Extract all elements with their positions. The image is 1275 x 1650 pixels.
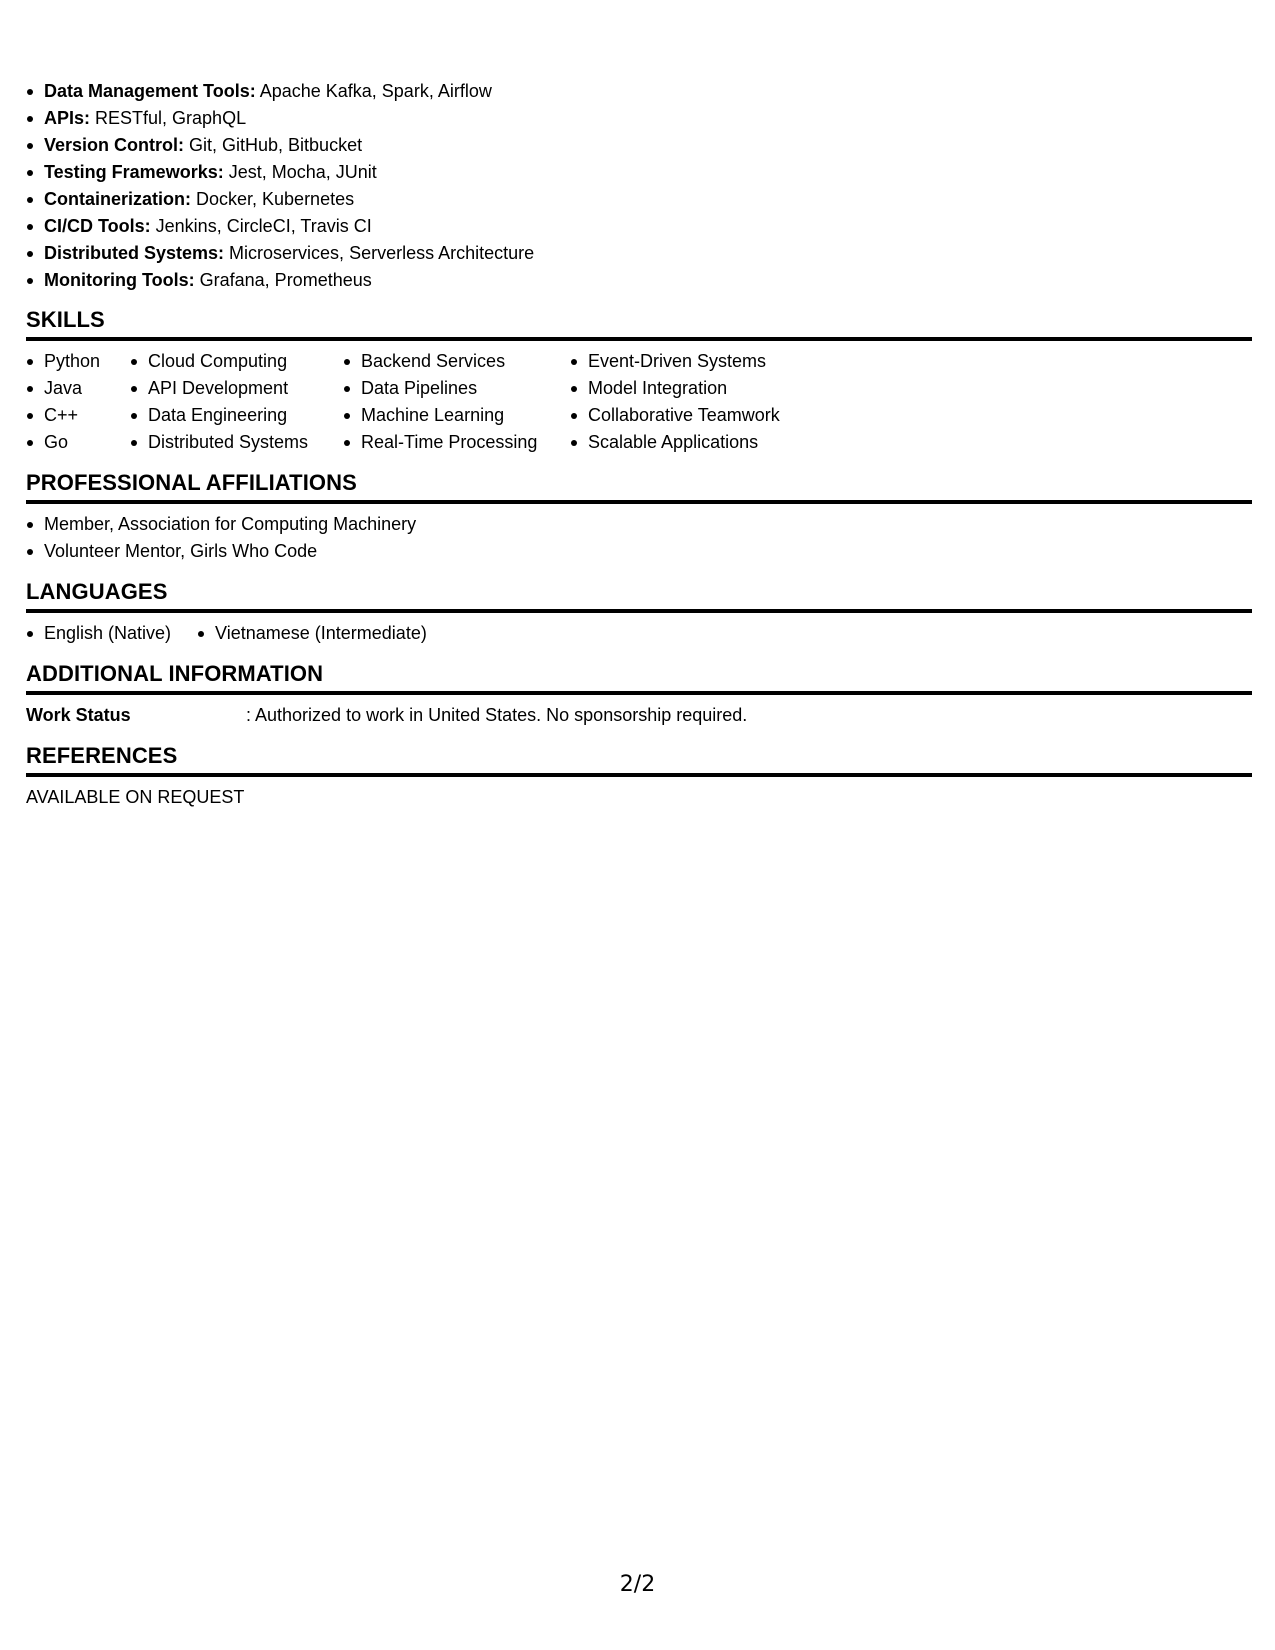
skills-section	[26, 307, 1252, 456]
list-item	[26, 240, 1252, 267]
section-title-languages: LANGUAGES	[26, 579, 1252, 613]
skills-grid	[26, 348, 1252, 456]
list-item	[26, 105, 1252, 132]
tool-category-value: Apache Kafka, Spark, Airflow	[255, 81, 492, 101]
tool-category-label: Testing Frameworks:	[44, 162, 224, 182]
tool-category-label: Distributed Systems:	[44, 243, 225, 263]
skill-item: Python	[26, 348, 130, 375]
affiliations-list	[26, 511, 1252, 565]
tool-category-value: Jest, Mocha, JUnit	[223, 162, 377, 182]
section-title-affiliations: PROFESSIONAL AFFILIATIONS	[26, 470, 1252, 504]
skill-item: Java	[26, 375, 130, 402]
tool-category-value: RESTful, GraphQL	[90, 108, 247, 128]
list-item: Volunteer Mentor, Girls Who Code	[26, 538, 1252, 565]
affiliations-section	[26, 470, 1252, 565]
references-text: AVAILABLE ON REQUEST	[26, 787, 245, 807]
work-status-value: : Authorized to work in United States. No sponsorship required.	[246, 705, 748, 725]
tool-category-label: Monitoring Tools:	[44, 270, 195, 290]
skill-item: C++	[26, 402, 130, 429]
page-number: 2/2	[619, 1572, 656, 1597]
list-item	[26, 213, 1252, 240]
tool-category-label: Version Control:	[44, 135, 185, 155]
skill-item: Scalable Applications	[570, 429, 830, 456]
section-title-references: REFERENCES	[26, 743, 1252, 777]
languages-list	[26, 620, 1252, 647]
skills-column	[570, 348, 830, 456]
list-item	[26, 78, 1252, 105]
tool-category-label: CI/CD Tools:	[44, 216, 151, 236]
skill-item: Cloud Computing	[130, 348, 343, 375]
tool-category-value: Docker, Kubernetes	[191, 189, 355, 209]
language-item: English (Native)	[26, 620, 171, 647]
list-item	[26, 159, 1252, 186]
languages-section	[26, 579, 1252, 647]
skills-column	[26, 348, 130, 456]
skill-item: API Development	[130, 375, 343, 402]
work-status-row	[26, 702, 1252, 729]
tools-list	[26, 78, 1252, 294]
tool-category-label: APIs:	[44, 108, 91, 128]
list-item: Member, Association for Computing Machinery	[26, 511, 1252, 538]
skill-item: Event-Driven Systems	[570, 348, 830, 375]
tool-category-label: Data Management Tools:	[44, 81, 256, 101]
skill-item: Data Engineering	[130, 402, 343, 429]
skill-item: Model Integration	[570, 375, 830, 402]
skill-item: Real-Time Processing	[343, 429, 570, 456]
skill-item: Go	[26, 429, 130, 456]
list-item	[26, 186, 1252, 213]
resume-page	[26, 78, 1252, 825]
skill-item: Data Pipelines	[343, 375, 570, 402]
section-title-skills: SKILLS	[26, 307, 1252, 341]
language-item: Vietnamese (Intermediate)	[197, 620, 427, 647]
tool-category-value: Microservices, Serverless Architecture	[224, 243, 535, 263]
tool-category-value: Jenkins, CircleCI, Travis CI	[150, 216, 372, 236]
section-title-additional-info: ADDITIONAL INFORMATION	[26, 661, 1252, 695]
list-item	[26, 267, 1252, 294]
skill-item: Machine Learning	[343, 402, 570, 429]
skills-column	[130, 348, 343, 456]
skill-item: Collaborative Teamwork	[570, 402, 830, 429]
tool-category-value: Grafana, Prometheus	[194, 270, 372, 290]
tool-category-label: Containerization:	[44, 189, 191, 209]
additional-info-section	[26, 661, 1252, 729]
work-status-label: Work Status	[26, 705, 131, 725]
list-item	[26, 132, 1252, 159]
skills-column	[343, 348, 570, 456]
skill-item: Backend Services	[343, 348, 570, 375]
references-section	[26, 743, 1252, 811]
tool-category-value: Git, GitHub, Bitbucket	[184, 135, 363, 155]
skill-item: Distributed Systems	[130, 429, 343, 456]
